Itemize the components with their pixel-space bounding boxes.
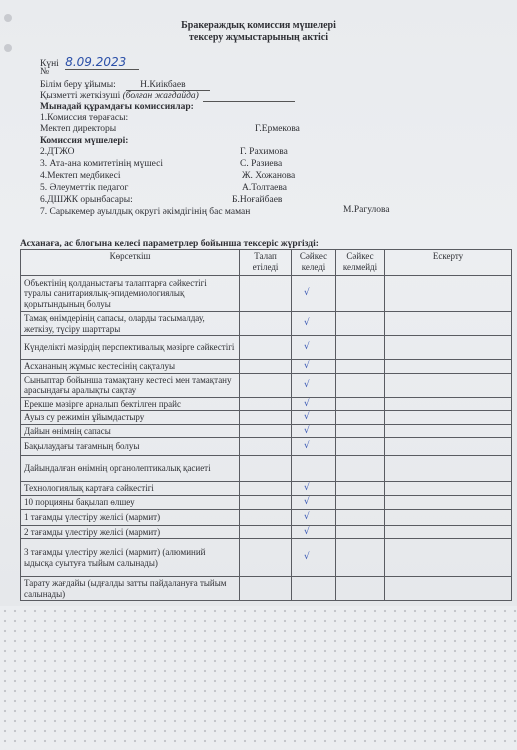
compliant-cell <box>292 336 336 360</box>
commission-heading: Мынадай құрамдағы комиссиялар: <box>40 102 194 112</box>
supplier-label: Қызметті жеткізуші <box>40 91 121 101</box>
required-cell <box>240 397 292 411</box>
member-role: 3. Ата-ана комитетінің мүшесі <box>40 159 163 169</box>
remark-cell <box>385 509 512 525</box>
check-mark: √ <box>304 398 310 409</box>
member-name: А.Толтаева <box>242 183 287 193</box>
noncompliant-cell <box>336 495 385 509</box>
table-intro: Асханаға, ас блогына келесі параметрлер бойынша тексеріс жүргізді: <box>20 239 319 249</box>
indicator-cell: 2 тағамды үлестіру желісі (мармит) <box>21 525 240 539</box>
org-row <box>40 80 210 91</box>
remark-cell <box>385 373 512 397</box>
check-mark: √ <box>304 318 310 329</box>
indicator-cell: Бақылаудағы тағамның болуы <box>21 438 240 456</box>
table-row <box>21 482 512 496</box>
remark-cell <box>385 360 512 374</box>
required-cell <box>240 525 292 539</box>
indicator-cell: 3 тағамды үлестіру желісі (мармит) (алюминий ыдысқа суытуға тыйым салынады) <box>21 539 240 577</box>
check-mark: √ <box>304 288 310 299</box>
member-name: С. Разиева <box>240 159 283 169</box>
required-cell <box>240 373 292 397</box>
noncompliant-cell <box>336 373 385 397</box>
required-cell <box>240 360 292 374</box>
compliant-cell <box>292 411 336 425</box>
remark-cell <box>385 276 512 312</box>
remark-cell <box>385 397 512 411</box>
noncompliant-cell <box>336 456 385 482</box>
members-label: Комиссия мүшелері: <box>40 136 129 146</box>
member-name: Г. Рахимова <box>240 147 288 157</box>
remark-cell <box>385 312 512 336</box>
title-line-1: Бракераждық комиссия мүшелері <box>181 20 336 31</box>
column-header: Талап етіледі <box>240 250 292 276</box>
indicator-cell: Дайындалған өнімнің органолептикалық қасиеті <box>21 456 240 482</box>
remark-cell <box>385 495 512 509</box>
supplier-row <box>40 91 295 102</box>
required-cell <box>240 495 292 509</box>
noncompliant-cell <box>336 312 385 336</box>
indicator-cell: Күнделікті мәзірдің перспективалық мәзірге сәйкестігі <box>21 336 240 360</box>
org-value: Н.Киікбаев <box>126 80 210 91</box>
table-row <box>21 438 512 456</box>
member-name: Б.Ноғайбаев <box>232 195 283 205</box>
table-row <box>21 424 512 438</box>
indicator-cell: 10 порцияны бақылап өлшеу <box>21 495 240 509</box>
date-value: 8.09.2023 <box>65 55 139 70</box>
member-role: 5. Әлеуметтік педагог <box>40 183 129 193</box>
compliant-cell <box>292 539 336 577</box>
indicator-cell: Объектінің қолданыстағы талаптарға сәйкестігі туралы санитариялық-эпидемиологиялық қорытындының болуы <box>21 276 240 312</box>
required-cell <box>240 456 292 482</box>
compliant-cell <box>292 525 336 539</box>
remark-cell <box>385 482 512 496</box>
remark-cell <box>385 424 512 438</box>
remark-cell <box>385 438 512 456</box>
noncompliant-cell <box>336 276 385 312</box>
indicator-cell: Ауыз су режимін ұйымдастыру <box>21 411 240 425</box>
noncompliant-cell <box>336 411 385 425</box>
member-name: Ж. Хожанова <box>242 171 296 181</box>
compliant-cell <box>292 373 336 397</box>
member-role: 7. Сарыкемер ауылдық округі әкімдігінің бас маман <box>40 207 251 217</box>
remark-cell <box>385 456 512 482</box>
supplier-underline <box>203 91 295 102</box>
required-cell <box>240 509 292 525</box>
noncompliant-cell <box>336 336 385 360</box>
member-role: 4.Мектеп медбикесі <box>40 171 121 181</box>
noncompliant-cell <box>336 424 385 438</box>
org-label: Білім беру ұйымы: <box>40 80 116 90</box>
remark-cell <box>385 525 512 539</box>
table-row <box>21 276 512 312</box>
date-label: Күні <box>40 59 59 69</box>
indicator-cell: Ерекше мәзірге арналып бектілген прайс <box>21 397 240 411</box>
blank-dotted-area <box>0 606 517 750</box>
table-row <box>21 411 512 425</box>
remark-cell <box>385 577 512 601</box>
required-cell <box>240 411 292 425</box>
check-mark: √ <box>304 441 310 452</box>
remark-cell <box>385 336 512 360</box>
required-cell <box>240 438 292 456</box>
noncompliant-cell <box>336 509 385 525</box>
chair-name: Г.Ермекова <box>255 124 300 134</box>
table-row <box>21 373 512 397</box>
noncompliant-cell <box>336 397 385 411</box>
compliant-cell <box>292 397 336 411</box>
member-role: 2.ДТЖО <box>40 147 75 157</box>
check-mark: √ <box>304 511 310 522</box>
required-cell <box>240 336 292 360</box>
table-row <box>21 539 512 577</box>
indicator-cell: Тарату жағдайы (ыдғалды затты пайдалануға тыйым салынады) <box>21 577 240 601</box>
indicator-cell: Тамақ өнімдерінің сапасы, оларды тасымалдау, жеткізу, түсіру шарттары <box>21 312 240 336</box>
compliant-cell <box>292 360 336 374</box>
chair-role: Мектеп директоры <box>40 124 117 134</box>
required-cell <box>240 577 292 601</box>
indicator-cell: Технологиялық картаға сәйкестігі <box>21 482 240 496</box>
supplier-hint: (болған жағдайда) <box>122 91 199 101</box>
member-role: 6.ДШЖК орынбасары: <box>40 195 133 205</box>
compliant-cell <box>292 509 336 525</box>
indicator-cell: Сыныптар бойынша тамақтану кестесі мен тамақтану арасындағы аралықты сақтау <box>21 373 240 397</box>
check-mark: √ <box>304 483 310 493</box>
noncompliant-cell <box>336 438 385 456</box>
indicator-cell: 1 тағамды үлестіру желісі (мармит) <box>21 509 240 525</box>
check-mark: √ <box>304 552 310 563</box>
compliant-cell <box>292 438 336 456</box>
indicator-cell: Дайын өнімнің сапасы <box>21 424 240 438</box>
required-cell <box>240 539 292 577</box>
remark-cell <box>385 411 512 425</box>
check-mark: √ <box>304 361 310 371</box>
check-mark: √ <box>304 425 310 436</box>
column-header: Ескерту <box>385 250 512 276</box>
number-label: № <box>40 67 50 77</box>
column-header: Сәйкес келеді <box>292 250 336 276</box>
required-cell <box>240 276 292 312</box>
compliant-cell <box>292 276 336 312</box>
table-row <box>21 312 512 336</box>
check-mark: √ <box>304 342 310 353</box>
noncompliant-cell <box>336 482 385 496</box>
table-row <box>21 577 512 601</box>
date-row <box>40 55 139 70</box>
check-mark: √ <box>304 526 310 537</box>
remark-cell <box>385 539 512 577</box>
required-cell <box>240 312 292 336</box>
column-header: Көрсеткіш <box>21 250 240 276</box>
table-row <box>21 509 512 525</box>
table-row <box>21 495 512 509</box>
table-row <box>21 525 512 539</box>
check-mark: √ <box>304 412 310 422</box>
required-cell <box>240 424 292 438</box>
noncompliant-cell <box>336 539 385 577</box>
member-name: М.Рагулова <box>343 205 390 215</box>
inspection-table <box>20 249 512 601</box>
noncompliant-cell <box>336 360 385 374</box>
compliant-cell <box>292 577 336 601</box>
compliant-cell <box>292 495 336 509</box>
chair-label: 1.Комиссия төрағасы: <box>40 113 129 123</box>
column-header: Сәйкес келмейді <box>336 250 385 276</box>
compliant-cell <box>292 312 336 336</box>
check-mark: √ <box>304 496 310 507</box>
table-row <box>21 336 512 360</box>
compliant-cell <box>292 456 336 482</box>
title-line-2: тексеру жұмыстарының актісі <box>188 32 328 43</box>
noncompliant-cell <box>336 525 385 539</box>
table-row <box>21 456 512 482</box>
indicator-cell: Асхананың жұмыс кестесінің сақталуы <box>21 360 240 374</box>
check-mark: √ <box>304 379 310 390</box>
compliant-cell <box>292 424 336 438</box>
table-row <box>21 397 512 411</box>
noncompliant-cell <box>336 577 385 601</box>
required-cell <box>240 482 292 496</box>
compliant-cell <box>292 482 336 496</box>
table-row <box>21 360 512 374</box>
